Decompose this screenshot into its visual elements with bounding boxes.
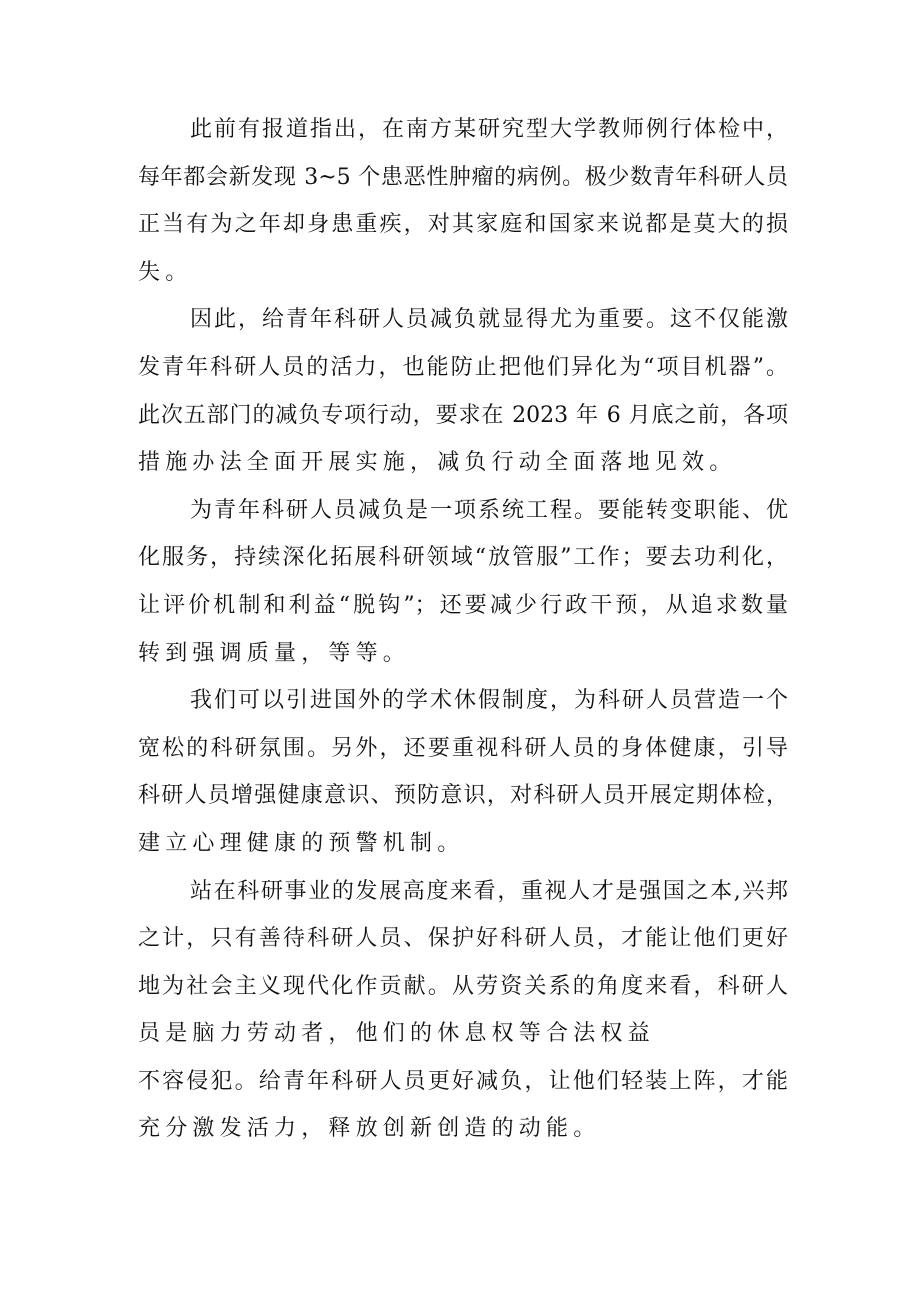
text-line: 建立心理健康的预警机制。: [138, 830, 465, 856]
text-line: 失。: [138, 259, 193, 285]
text-line: 充分激发活力，释放创新创造的动能。: [138, 1116, 601, 1142]
text-line: 员是脑力劳动者，他们的休息权等合法权益: [138, 1021, 655, 1047]
paragraph: [138, 302, 788, 492]
text-line: 不容侵犯。给青年科研人员更好减负，让他们轻装上阵，才能: [138, 1068, 788, 1094]
paragraph: [138, 683, 788, 873]
text-line: 此前有报道指出，在南方某研究型大学教师例行体检中，: [190, 117, 788, 142]
text-line: 让评价机制和利益“脱钩”；还要减少行政干预，从追求数量: [138, 592, 788, 618]
text-line: 转到强调质量，等等。: [138, 640, 411, 666]
text-line: 措施办法全面开展实施，减负行动全面落地见效。: [138, 450, 737, 476]
document-body: [138, 112, 788, 1159]
text-line: 因此，给青年科研人员减负就显得尤为重要。这不仅能激: [190, 307, 788, 333]
text-line: 科研人员增强健康意识、预防意识，对科研人员开展定期体检，: [138, 783, 788, 809]
text-line: 为青年科研人员减负是一项系统工程。要能转变职能、优: [190, 497, 788, 523]
text-line: 化服务，持续深化拓展科研领域“放管服”工作；要去功利化，: [138, 545, 788, 571]
paragraph: [138, 112, 788, 302]
text-line: 之计，只有善待科研人员、保护好科研人员，才能让他们更好: [138, 926, 788, 952]
text-line: 发青年科研人员的活力，也能防止把他们异化为“项目机器”。: [138, 354, 788, 380]
text-line: 正当有为之年却身患重疾，对其家庭和国家来说都是莫大的损: [138, 212, 788, 238]
text-line: 宽松的科研氛围。另外，还要重视科研人员的身体健康，引导: [138, 735, 788, 761]
text-line: 我们可以引进国外的学术休假制度，为科研人员营造一个: [190, 688, 788, 714]
text-line: 每年都会新发现 3~5 个患恶性肿瘤的病例。极少数青年科研人员: [138, 164, 788, 190]
text-line: 地为社会主义现代化作贡献。从劳资关系的角度来看，科研人: [138, 973, 788, 999]
text-line: 此次五部门的减负专项行动，要求在 2023 年 6 月底之前，各项: [138, 402, 788, 428]
paragraph: [138, 493, 788, 683]
paragraph: [138, 874, 788, 1160]
text-line: 站在科研事业的发展高度来看，重视人才是强国之本,兴邦: [190, 878, 788, 904]
